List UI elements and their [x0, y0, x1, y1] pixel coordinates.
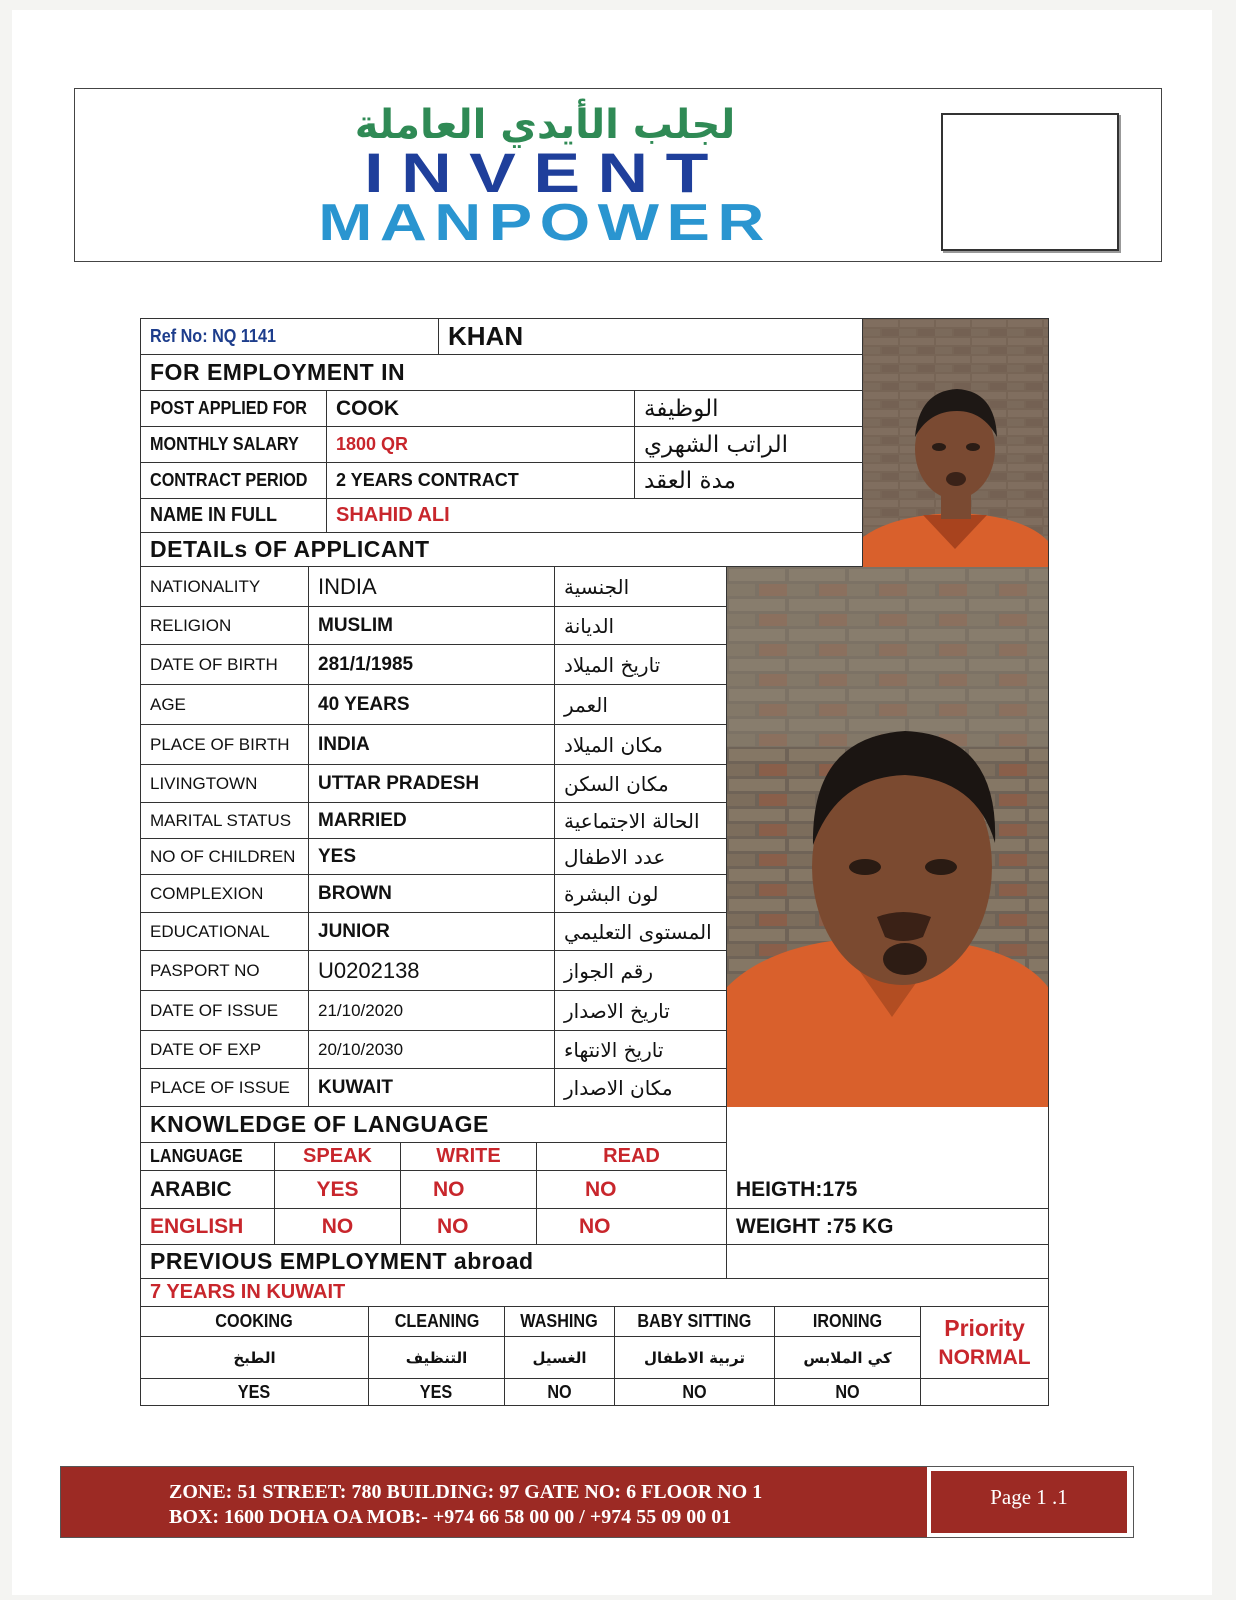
- salary-value-cell: [327, 427, 635, 463]
- contract-arabic: مدة العقد: [644, 467, 736, 494]
- detail-label-cell: [141, 1031, 309, 1069]
- detail-value-cell: [309, 951, 555, 991]
- detail-value: MARRIED: [318, 809, 407, 831]
- contract-value: 2 YEARS CONTRACT: [336, 470, 519, 490]
- detail-arabic: تاريخ الانتهاء: [564, 1037, 664, 1062]
- lang-arabic-name: ARABIC: [150, 1177, 232, 1201]
- language-heading-cell: [141, 1107, 727, 1143]
- detail-arabic-cell: [555, 1069, 727, 1107]
- surname: KHAN: [448, 321, 524, 351]
- detail-arabic: مكان الاصدار: [564, 1075, 673, 1100]
- weight-value: WEIGHT :75 KG: [736, 1214, 894, 1238]
- ref-no: Ref No: NQ 1141: [150, 326, 277, 346]
- lang-arabic-speak-cell: [275, 1171, 401, 1209]
- post-arabic: الوظيفة: [644, 395, 719, 422]
- skill-name: IRONING: [812, 1311, 883, 1331]
- detail-value: U0202138: [318, 957, 420, 983]
- contract-value-cell: [327, 463, 635, 499]
- company-logo: [265, 103, 825, 253]
- detail-arabic: تاريخ الميلاد: [564, 652, 661, 677]
- lang-header-write-cell: [401, 1143, 537, 1171]
- detail-value-cell: [309, 607, 555, 645]
- detail-arabic-cell: [555, 607, 727, 645]
- details-heading: DETAILs OF APPLICANT: [150, 536, 430, 562]
- detail-label-cell: [141, 913, 309, 951]
- detail-value-cell: [309, 875, 555, 913]
- detail-arabic-cell: [555, 685, 727, 725]
- lang-english-write: NO: [437, 1214, 469, 1238]
- detail-label-cell: [141, 725, 309, 765]
- detail-arabic: الديانة: [564, 613, 615, 638]
- detail-label: DATE OF ISSUE: [150, 1000, 279, 1020]
- detail-arabic-cell: [555, 803, 727, 839]
- skill-arabic: كي الملابس: [803, 1348, 892, 1367]
- detail-label: PLACE OF BIRTH: [150, 734, 290, 754]
- salary-label: MONTHLY SALARY: [150, 434, 299, 454]
- salary-arabic: الراتب الشهري: [644, 431, 788, 458]
- skill-value-cell: [141, 1379, 369, 1405]
- detail-label-cell: [141, 567, 309, 607]
- height-cell: [727, 1171, 1048, 1209]
- skill-value: NO: [835, 1381, 860, 1402]
- lang-header-language: LANGUAGE: [150, 1146, 243, 1166]
- detail-label: PLACE OF ISSUE: [150, 1077, 290, 1097]
- salary-value: 1800 QR: [336, 434, 409, 454]
- detail-label: COMPLEXION: [150, 883, 264, 903]
- post-label: POST APPLIED FOR: [150, 398, 307, 418]
- contract-label-cell: [141, 463, 327, 499]
- detail-label: NO OF CHILDREN: [150, 846, 296, 866]
- footer: [60, 1466, 1134, 1538]
- header-box: [74, 88, 1162, 262]
- skill-arabic-cell: [775, 1337, 921, 1379]
- detail-value: INDIA: [318, 573, 377, 599]
- detail-value-cell: [309, 567, 555, 607]
- lang-english-read: NO: [579, 1214, 611, 1238]
- skill-value: YES: [238, 1381, 271, 1402]
- lang-header-read-cell: [537, 1143, 727, 1171]
- priority-label: Priority: [944, 1315, 1025, 1341]
- detail-label-cell: [141, 765, 309, 803]
- lang-arabic-write-cell: [401, 1171, 537, 1209]
- detail-arabic-cell: [555, 765, 727, 803]
- detail-label-cell: [141, 607, 309, 645]
- prev-heading-cell: [141, 1245, 727, 1279]
- skill-arabic-cell: [615, 1337, 775, 1379]
- detail-value: INDIA: [318, 733, 370, 755]
- post-arabic-cell: [635, 391, 863, 427]
- applicant-photo-large: [727, 567, 1048, 1107]
- detail-value: 281/1/1985: [318, 653, 414, 675]
- priority-value: NORMAL: [938, 1346, 1031, 1369]
- detail-arabic-cell: [555, 567, 727, 607]
- detail-value-cell: [309, 765, 555, 803]
- lang-english-read-cell: [537, 1209, 727, 1245]
- detail-value: BROWN: [318, 882, 392, 904]
- detail-label-cell: [141, 951, 309, 991]
- photo-bottom-spacer: [727, 1107, 1048, 1143]
- skill-value-cell: [369, 1379, 505, 1405]
- detail-value: UTTAR PRADESH: [318, 772, 480, 794]
- detail-arabic: مكان السكن: [564, 771, 669, 796]
- detail-value-cell: [309, 685, 555, 725]
- lang-arabic-read: NO: [585, 1177, 617, 1201]
- detail-arabic: العمر: [564, 692, 608, 717]
- skill-arabic-cell: [505, 1337, 615, 1379]
- prev-value: 7 YEARS IN KUWAIT: [150, 1281, 346, 1303]
- detail-arabic: عدد الاطفال: [564, 844, 666, 869]
- detail-value: YES: [318, 845, 357, 867]
- detail-arabic-cell: [555, 1031, 727, 1069]
- logo-line-manpower: MANPOWER: [318, 194, 772, 252]
- detail-label: MARITAL STATUS: [150, 810, 292, 830]
- detail-value-cell: [309, 991, 555, 1031]
- employment-heading-cell: [141, 355, 863, 391]
- skill-name: COOKING: [215, 1311, 294, 1331]
- skill-name-cell: [369, 1307, 505, 1337]
- fullname-label: NAME IN FULL: [150, 504, 277, 526]
- detail-label-cell: [141, 645, 309, 685]
- post-value-cell: [327, 391, 635, 427]
- detail-label-cell: [141, 991, 309, 1031]
- detail-value-cell: [309, 1031, 555, 1069]
- post-value: COOK: [336, 396, 399, 420]
- detail-value: MUSLIM: [318, 614, 393, 636]
- priority-cell: [921, 1307, 1048, 1379]
- detail-label-cell: [141, 839, 309, 875]
- lang-english-name: ENGLISH: [150, 1214, 244, 1238]
- lang-header-write: WRITE: [436, 1145, 501, 1167]
- applicant-photo-large-image: [727, 567, 1048, 1107]
- ref-no-cell: [141, 319, 439, 355]
- logo-arabic-text: لجلب الأيدي العاملة: [354, 102, 736, 148]
- footer-page-number: Page 1 .1: [931, 1471, 1127, 1533]
- detail-value-cell: [309, 839, 555, 875]
- skill-arabic: تربية الاطفال: [644, 1348, 745, 1367]
- detail-label: AGE: [150, 694, 186, 714]
- skill-name-cell: [505, 1307, 615, 1337]
- detail-value: KUWAIT: [318, 1076, 393, 1098]
- detail-label-cell: [141, 1069, 309, 1107]
- detail-value-cell: [309, 913, 555, 951]
- skill-name-cell: [775, 1307, 921, 1337]
- detail-arabic-cell: [555, 725, 727, 765]
- detail-arabic: لون البشرة: [564, 881, 659, 906]
- weight-cell: [727, 1209, 1048, 1245]
- lang-arabic-speak: YES: [316, 1177, 359, 1201]
- details-heading-cell: [141, 533, 863, 567]
- detail-arabic: تاريخ الاصدار: [564, 998, 670, 1023]
- lang-english-speak-cell: [275, 1209, 401, 1245]
- detail-label: DATE OF BIRTH: [150, 654, 278, 674]
- detail-arabic-cell: [555, 913, 727, 951]
- contract-arabic-cell: [635, 463, 863, 499]
- height-value: HEIGTH:175: [736, 1177, 858, 1201]
- skill-value: YES: [420, 1381, 453, 1402]
- detail-value: 21/10/2020: [318, 1000, 404, 1020]
- detail-value: 40 YEARS: [318, 693, 410, 715]
- detail-label: EDUCATIONAL: [150, 921, 270, 941]
- detail-label-cell: [141, 875, 309, 913]
- prev-heading: PREVIOUS EMPLOYMENT abroad: [150, 1248, 534, 1274]
- detail-arabic-cell: [555, 951, 727, 991]
- footer-address-line2: BOX: 1600 DOHA OA MOB:- +974 66 58 00 00 / +974 55 09 00 01: [169, 1506, 732, 1528]
- fullname-value-cell: [327, 499, 863, 533]
- logo-line-invent: INVENT: [364, 141, 726, 204]
- detail-arabic: الحالة الاجتماعية: [564, 808, 700, 833]
- detail-arabic-cell: [555, 645, 727, 685]
- detail-arabic: مكان الميلاد: [564, 732, 663, 757]
- application-form: [140, 318, 1049, 1406]
- skill-value: NO: [547, 1381, 572, 1402]
- skill-value: NO: [682, 1381, 707, 1402]
- detail-arabic-cell: [555, 991, 727, 1031]
- applicant-photo-small: [863, 319, 1048, 567]
- salary-arabic-cell: [635, 427, 863, 463]
- lang-header-speak: SPEAK: [303, 1145, 372, 1167]
- detail-arabic: الجنسية: [564, 574, 630, 599]
- skill-arabic: التنظيف: [405, 1348, 468, 1367]
- lang-header-speak-cell: [275, 1143, 401, 1171]
- skill-value-cell: [505, 1379, 615, 1405]
- detail-value-cell: [309, 803, 555, 839]
- fullname-label-cell: [141, 499, 327, 533]
- post-label-cell: [141, 391, 327, 427]
- priority-empty-cell: [921, 1379, 1048, 1405]
- contract-label: CONTRACT PERIOD: [150, 470, 308, 490]
- employment-heading: FOR EMPLOYMENT IN: [150, 359, 406, 385]
- lang-arabic-read-cell: [537, 1171, 727, 1209]
- detail-value-cell: [309, 645, 555, 685]
- detail-value: 20/10/2030: [318, 1039, 404, 1059]
- skill-arabic: الغسيل: [532, 1348, 587, 1367]
- detail-label: DATE OF EXP: [150, 1039, 262, 1059]
- skill-arabic-cell: [369, 1337, 505, 1379]
- footer-address-line1: ZONE: 51 STREET: 780 BUILDING: 97 GATE NO: 6 FLOOR NO 1: [169, 1481, 763, 1503]
- skill-value-cell: [775, 1379, 921, 1405]
- detail-arabic-cell: [555, 875, 727, 913]
- lang-english-write-cell: [401, 1209, 537, 1245]
- lang-header-read: READ: [603, 1145, 660, 1167]
- skill-name: BABY SITTING: [637, 1311, 752, 1331]
- skill-name: CLEANING: [394, 1311, 479, 1331]
- prev-side-cell: [727, 1245, 1048, 1279]
- skill-value-cell: [615, 1379, 775, 1405]
- detail-label-cell: [141, 803, 309, 839]
- detail-arabic: المستوى التعليمي: [564, 919, 712, 944]
- detail-label: NATIONALITY: [150, 576, 261, 596]
- lang-english-name-cell: [141, 1209, 275, 1245]
- salary-label-cell: [141, 427, 327, 463]
- detail-value-cell: [309, 725, 555, 765]
- detail-arabic: رقم الجواز: [564, 958, 653, 983]
- lang-arabic-write: NO: [433, 1177, 465, 1201]
- stamp-box: [941, 113, 1119, 251]
- skill-name-cell: [615, 1307, 775, 1337]
- lang-english-speak: NO: [321, 1214, 354, 1238]
- detail-label-cell: [141, 685, 309, 725]
- fullname-value: SHAHID ALI: [336, 504, 450, 526]
- detail-label: LIVINGTOWN: [150, 773, 258, 793]
- prev-value-cell: [141, 1279, 1048, 1307]
- lang-arabic-name-cell: [141, 1171, 275, 1209]
- detail-arabic-cell: [555, 839, 727, 875]
- skill-arabic: الطبخ: [233, 1348, 276, 1367]
- lang-header-language-cell: [141, 1143, 275, 1171]
- detail-value: JUNIOR: [318, 920, 390, 942]
- skill-arabic-cell: [141, 1337, 369, 1379]
- detail-value-cell: [309, 1069, 555, 1107]
- skill-name-cell: [141, 1307, 369, 1337]
- footer-address: [61, 1467, 927, 1537]
- detail-label: PASPORT NO: [150, 960, 260, 980]
- language-heading: KNOWLEDGE OF LANGUAGE: [150, 1111, 489, 1137]
- detail-label: RELIGION: [150, 615, 232, 635]
- applicant-photo-small-image: [863, 319, 1048, 567]
- surname-cell: [439, 319, 863, 355]
- skill-name: WASHING: [520, 1311, 599, 1331]
